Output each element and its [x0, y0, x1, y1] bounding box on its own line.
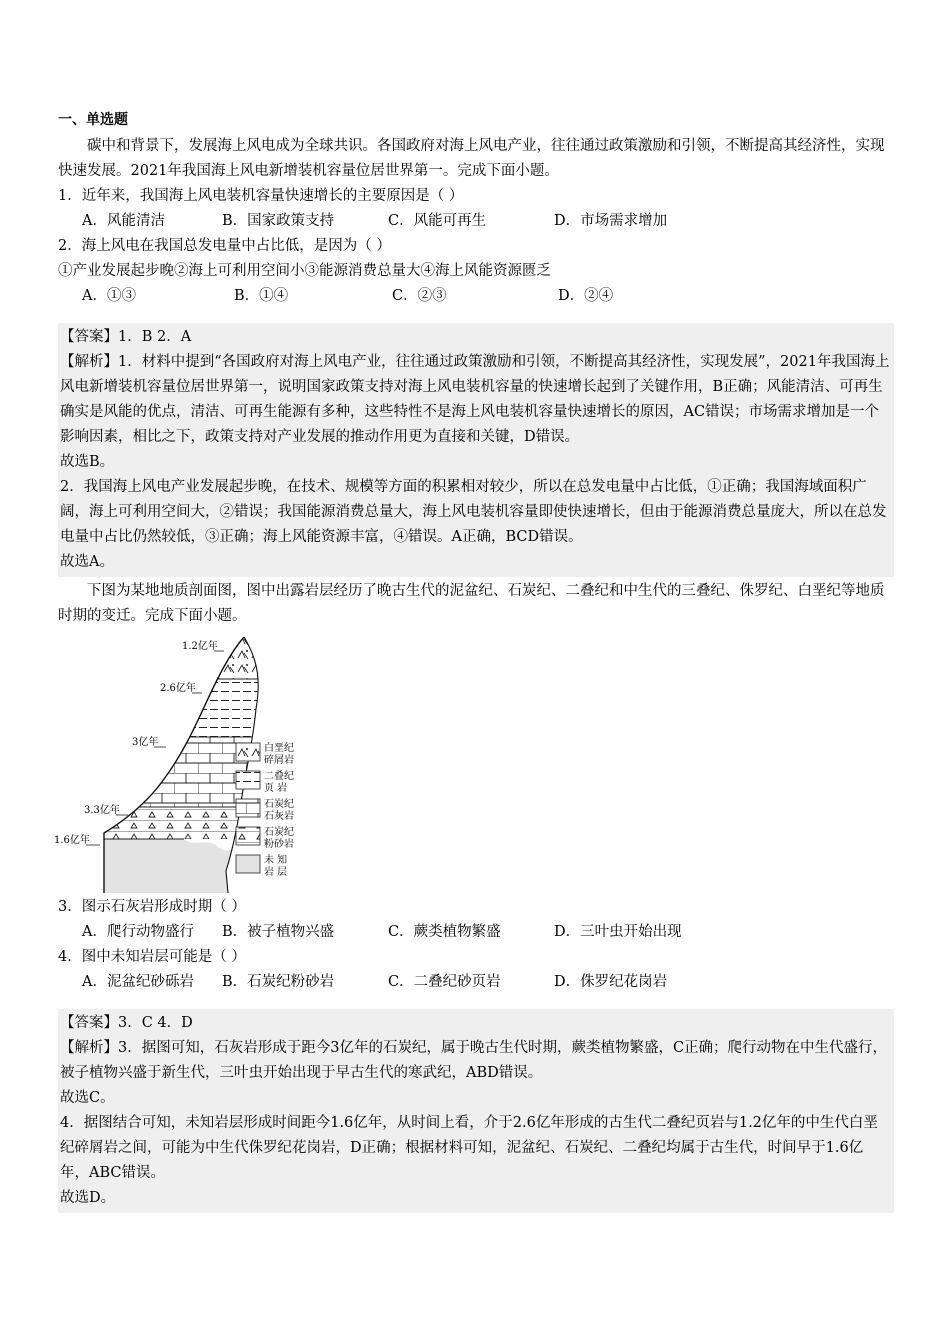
option-a: A．爬行动物盛行: [82, 924, 194, 940]
svg-text:白垩纪: 白垩纪: [264, 743, 294, 754]
passage-1: 碳中和背景下，发展海上风电成为全球共识。各国政府对海上风电产业，往往通过政策激励和引领，不断提高其经济性，实现快速发展。2021年我国海上风电新增装机容量位居世界第一。完成下面小题。: [58, 138, 885, 179]
question-3-stem: 3．图示石灰岩形成时期（ ）: [58, 899, 246, 915]
legend-item-permian-shale: [236, 769, 294, 794]
question-2-stem: 2．海上风电在我国总发电量中占比低，是因为（ ）: [58, 238, 391, 254]
option-b: B．石炭纪粉砂岩: [222, 974, 335, 990]
question-1-stem: 1．近年来，我国海上风电装机容量快速增长的主要原因是（ ）: [58, 188, 464, 204]
analysis-paragraph: 4．据图结合可知，未知岩层形成时间距今1.6亿年，从时间上看，介于2.6亿年形成的古生代二叠纪页岩与1.2亿年的中生代白垩纪碎屑岩之间，可能为中生代侏罗纪花岗岩，D正确；根据材料可知，泥盆纪、石炭纪、二叠纪均属于古生代，时间早于1.6亿年，ABC错误。: [60, 1115, 878, 1181]
answer-block-1: [58, 323, 894, 577]
svg-text:粉砂岩: 粉砂岩: [264, 839, 294, 850]
option-c: C．风能可再生: [388, 213, 487, 229]
analysis-paragraph: 2．我国海上风电产业发展起步晚，在技术、规模等方面的积累相对较少，所以在总发电量中占比低，①正确；我国海域面积广阔，海上可利用空间大，②错误；我国能源消费总量大，海上风电装机容量即使快速增长，但由于能源消费总量庞大，所以在总发电量中占比仍然较低，③正确；海上风能资源丰富，④错误。A正确，BCD错误。: [60, 479, 887, 545]
option-d: D．侏罗纪花岗岩: [554, 974, 668, 990]
option-d: D．三叶虫开始出现: [554, 924, 682, 940]
permian-shale-layer: [184, 679, 274, 737]
answer-line: 【答案】3．C 4．D: [60, 1015, 193, 1031]
svg-text:页 岩: 页 岩: [264, 783, 288, 794]
svg-text:石灰岩: 石灰岩: [264, 811, 294, 822]
answer-line: 【答案】1．B 2．A: [60, 329, 192, 345]
question-3-options: [58, 920, 894, 945]
geologic-profile-diagram: [54, 633, 374, 895]
age-label-1-6: 1.6亿年: [54, 835, 90, 846]
age-label-3: 3亿年: [132, 737, 159, 748]
svg-text:未 知: 未 知: [264, 855, 288, 866]
svg-text:岩 层: 岩 层: [264, 867, 288, 878]
option-b: B．国家政策支持: [222, 213, 335, 229]
age-label-1-2: 1.2亿年: [182, 641, 218, 652]
section-title: 一、单选题: [58, 112, 128, 128]
question-1-options: [58, 209, 894, 234]
svg-text:石炭纪: 石炭纪: [264, 827, 294, 838]
svg-text:石炭纪: 石炭纪: [264, 799, 294, 810]
option-a: A．风能清洁: [82, 213, 165, 229]
option-b: B．①④: [234, 288, 289, 304]
question-4-options: [58, 970, 894, 995]
question-2-options: [58, 284, 894, 309]
option-a: A．①③: [82, 288, 136, 304]
analysis-conclusion: 故选A。: [60, 554, 114, 570]
answer-block-2: [58, 1009, 894, 1213]
option-c: C．②③: [392, 288, 447, 304]
passage-2: 下图为某地地质剖面图，图中出露岩层经历了晚古生代的泥盆纪、石炭纪、二叠纪和中生代的三叠纪、侏罗纪、白垩纪等地质时期的变迁。完成下面小题。: [58, 583, 885, 624]
option-d: D．②④: [558, 288, 614, 304]
analysis-conclusion: 故选B。: [60, 454, 115, 470]
legend-item-unknown-layer: [236, 853, 287, 878]
cretaceous-clastic-layer: [214, 633, 274, 679]
document-page: [54, 108, 894, 1213]
age-label-2-6: 2.6亿年: [160, 683, 196, 694]
option-a: A．泥盆纪砂砾岩: [82, 974, 194, 990]
option-b: B．被子植物兴盛: [222, 924, 335, 940]
analysis-conclusion: 故选C。: [60, 1090, 115, 1106]
option-d: D．市场需求增加: [554, 213, 668, 229]
legend-item-carboniferous-siltstone: [236, 825, 294, 850]
question-2-statements: ①产业发展起步晚②海上可利用空间小③能源消费总量大④海上风能资源匮乏: [58, 263, 551, 279]
analysis-paragraph: 【解析】1．材料中提到“各国政府对海上风电产业，往往通过政策激励和引领，不断提高其经济性，实现发展”，2021年我国海上风电新增装机容量位居世界第一，说明国家政策支持对海上风电装机容量的快速增长起到了关键作用，B正确；风能清洁、可再生确实是风能的优点，清洁、可再生能源有多种，这些特性不是海上风电装机容量快速增长的原因，AC错误；市场需求增加是一个影响因素，相比之下，政策支持对产业发展的推动作用更为直接和关键，D错误。: [60, 354, 890, 445]
option-c: C．二叠纪砂页岩: [388, 974, 501, 990]
svg-text:二叠纪: 二叠纪: [264, 771, 294, 782]
analysis-conclusion: 故选D。: [60, 1190, 116, 1206]
svg-text:碎屑岩: 碎屑岩: [264, 755, 294, 766]
option-c: C．蕨类植物繁盛: [388, 924, 501, 940]
legend-item-carboniferous-limestone: [236, 797, 294, 822]
geologic-profile-figure: [54, 633, 894, 895]
question-4-stem: 4．图中未知岩层可能是（ ）: [58, 949, 246, 965]
analysis-paragraph: 【解析】3．据图可知，石灰岩形成于距今3亿年的石炭纪，属于晚古生代时期，蕨类植物繁盛，C正确；爬行动物在中生代盛行，被子植物兴盛于新生代，三叶虫开始出现于早古生代的寒武纪，ABD错误。: [60, 1040, 888, 1081]
age-label-3-3: 3.3亿年: [84, 805, 120, 816]
